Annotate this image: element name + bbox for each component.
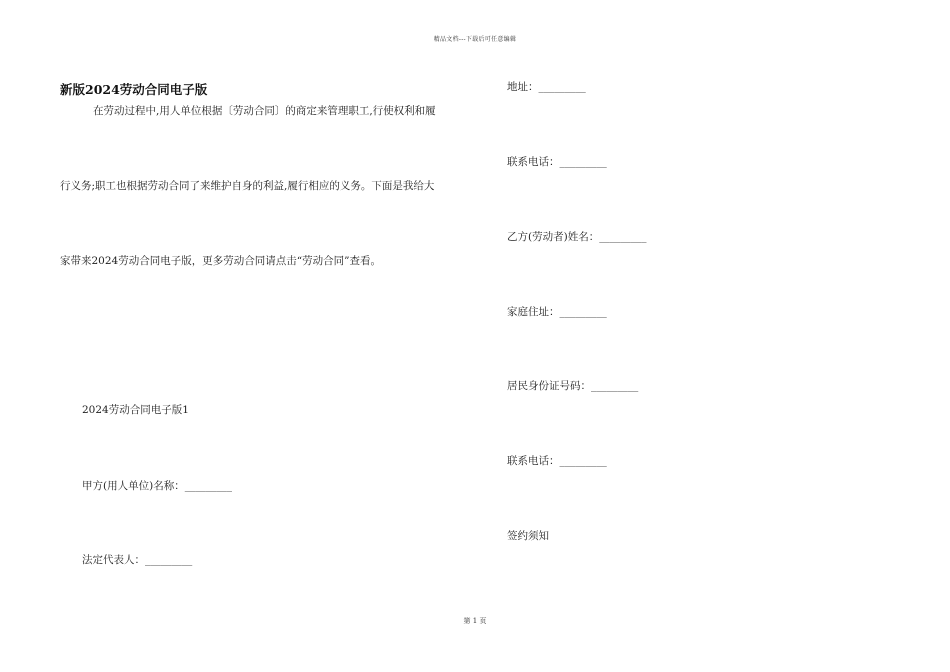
header-note: 精品文档---下载后可任意编辑 [433,36,517,43]
field-address [507,80,586,94]
field-legal-representative [82,553,192,567]
field-label: 法定代表人： [82,554,145,566]
document-title: 新版2024劳动合同电子版 [60,82,208,97]
field-label: 地址： [507,81,539,93]
intro-line-3: 家带来2024劳动合同电子版，更多劳动合同请点击“劳动合同”查看。 [60,255,381,267]
field-employee-name [507,230,646,244]
fill-in-blank: _________ [599,231,647,243]
fill-in-blank: _________ [559,156,607,168]
fill-in-blank: _________ [559,455,607,467]
fill-in-blank: _________ [591,380,639,392]
intro-line-1: 在劳动过程中,用人单位根据〔劳动合同〕的商定来管理职工,行使权利和履 [93,105,436,117]
section-heading: 2024劳动合同电子版1 [82,404,189,416]
field-employer-name [82,479,232,493]
field-home-address [507,305,607,319]
fill-in-blank: _________ [145,554,193,566]
page-number: 第 1 页 [463,617,487,625]
field-label: 家庭住址： [507,306,560,318]
intro-line-2: 行义务;职工也根据劳动合同了来维护自身的利益,履行相应的义务。下面是我给大 [60,180,435,192]
field-label: 乙方(劳动者)姓名： [507,231,600,243]
fill-in-blank: _________ [559,306,607,318]
fill-in-blank: _________ [538,81,586,93]
field-label: 居民身份证号码： [507,380,591,392]
field-id-number [507,379,638,393]
fill-in-blank: _________ [184,480,232,492]
field-label: 联系电话： [507,156,560,168]
field-employer-phone [507,155,607,169]
signing-heading: 签约须知 [507,530,549,542]
field-label: 联系电话： [507,455,560,467]
field-employee-phone [507,454,607,468]
field-label: 甲方(用人单位)名称： [82,480,185,492]
